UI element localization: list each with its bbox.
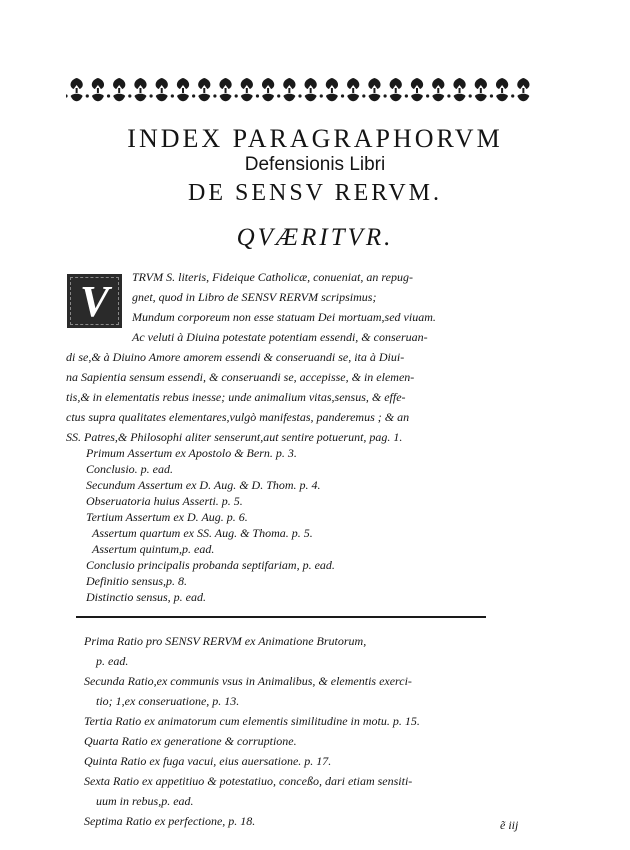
- fleuron-icon: [383, 78, 401, 101]
- fleuron-icon: [362, 78, 380, 101]
- fleuron-icon: [256, 78, 274, 101]
- paragraph-line: di se,& à Diuino Amore amorem essendi & conseruandi se, ita à Diui-: [66, 350, 405, 364]
- fleuron-icon: [107, 78, 125, 101]
- dropcap-initial: [67, 274, 122, 328]
- ratio-entry: Tertia Ratio ex animatorum cum elementis similitudine in motu. p. 15.: [84, 714, 420, 728]
- quaeritur-heading: QVÆRITVR.: [236, 224, 394, 251]
- ratio-entry: uum in rebus,p. ead.: [96, 794, 194, 808]
- index-entry: Obseruatoria huius Asserti. p. 5.: [86, 494, 243, 508]
- dropcap-letter: V: [79, 276, 110, 326]
- fleuron-icon: [405, 78, 423, 101]
- paragraph-line: Ac veluti à Diuina potestate potentiam essendi, & conseruan-: [132, 330, 428, 344]
- paragraph-line: Mundum corporeum non esse statuam Dei mortuam,sed viuam.: [132, 310, 436, 324]
- index-entry: Conclusio principalis probanda septifariam, p. ead.: [86, 558, 335, 572]
- index-entry: Distinctio sensus, p. ead.: [86, 590, 206, 604]
- index-entry: Assertum quintum,p. ead.: [92, 542, 215, 556]
- fleuron-icon: [171, 78, 189, 101]
- index-entry: Tertium Assertum ex D. Aug. p. 6.: [86, 510, 248, 524]
- index-entry: Conclusio. p. ead.: [86, 462, 173, 476]
- signature-mark: ẽ iij: [500, 818, 519, 832]
- book-title: DE SENSV RERVM.: [187, 180, 442, 206]
- paragraph-line: na Sapientia sensum essendi, & conseruandi se, accepisse, & in elemen-: [66, 370, 415, 384]
- ratio-entry: p. ead.: [96, 654, 129, 668]
- paragraph-line: gnet, quod in Libro de SENSV RERVM scripsimus;: [132, 290, 377, 304]
- paragraph-line: ctus supra qualitates elementares,vulgò manifestas, panderemus ; & an: [66, 410, 410, 424]
- ratio-entry: Quarta Ratio ex generatione & corruptione.: [84, 734, 297, 748]
- fleuron-icon: [192, 78, 210, 101]
- index-subtitle: Defensionis Libri: [244, 154, 386, 175]
- fleuron-icon: [298, 78, 316, 101]
- index-entry: Primum Assertum ex Apostolo & Bern. p. 3.: [86, 446, 297, 460]
- fleuron-icon: [490, 78, 508, 101]
- fleuron-icon: [277, 78, 295, 101]
- fleuron-icon: [128, 78, 146, 101]
- fleuron-icon: [447, 78, 465, 101]
- index-entry: Secundum Assertum ex D. Aug. & D. Thom. p. 4.: [86, 478, 321, 492]
- index-entry: Definitio sensus,p. 8.: [86, 574, 187, 588]
- ratio-entry: Secunda Ratio,ex communis vsus in Animalibus, & elementis exerci-: [84, 674, 412, 688]
- paragraph-line: tis,& in elementatis rebus inesse; unde animalium vitas,sensus, & effe-: [66, 390, 406, 404]
- fleuron-icon: [426, 78, 444, 101]
- ratio-entry: tio; 1,ex conseruatione, p. 13.: [96, 694, 240, 708]
- ratio-entry: Quinta Ratio ex fuga vacui, eius auersatione. p. 17.: [84, 754, 332, 768]
- fleuron-icon: [469, 78, 487, 101]
- fleuron-icon: [341, 78, 359, 101]
- ratio-entry: Septima Ratio ex perfectione, p. 18.: [84, 814, 256, 828]
- fleuron-icon: [213, 78, 231, 101]
- fleuron-icon: [235, 78, 253, 101]
- paragraph-line: TRVM S. literis, Fideique Catholicæ, conueniat, an repug-: [132, 270, 413, 284]
- index-entry: Assertum quartum ex SS. Aug. & Thoma. p. 5.: [92, 526, 313, 540]
- fleuron-icon: [86, 78, 104, 101]
- paragraph-line: SS. Patres,& Philosophi aliter senserunt,aut sentire potuerunt, pag. 1.: [66, 430, 403, 444]
- section-divider: [76, 616, 486, 618]
- fleuron-icon: [66, 78, 83, 101]
- ratio-entry: Sexta Ratio ex appetitiuo & potestatiuo, conceßo, dari etiam sensiti-: [84, 774, 413, 788]
- fleuron-icon: [511, 78, 529, 101]
- ratio-entry: Prima Ratio pro SENSV RERVM ex Animatione Brutorum,: [84, 634, 367, 648]
- fleuron-icon: [320, 78, 338, 101]
- fleuron-border-icon: [66, 76, 534, 106]
- fleuron-icon: [149, 78, 167, 101]
- index-title: INDEX PARAGRAPHORVM: [127, 124, 503, 153]
